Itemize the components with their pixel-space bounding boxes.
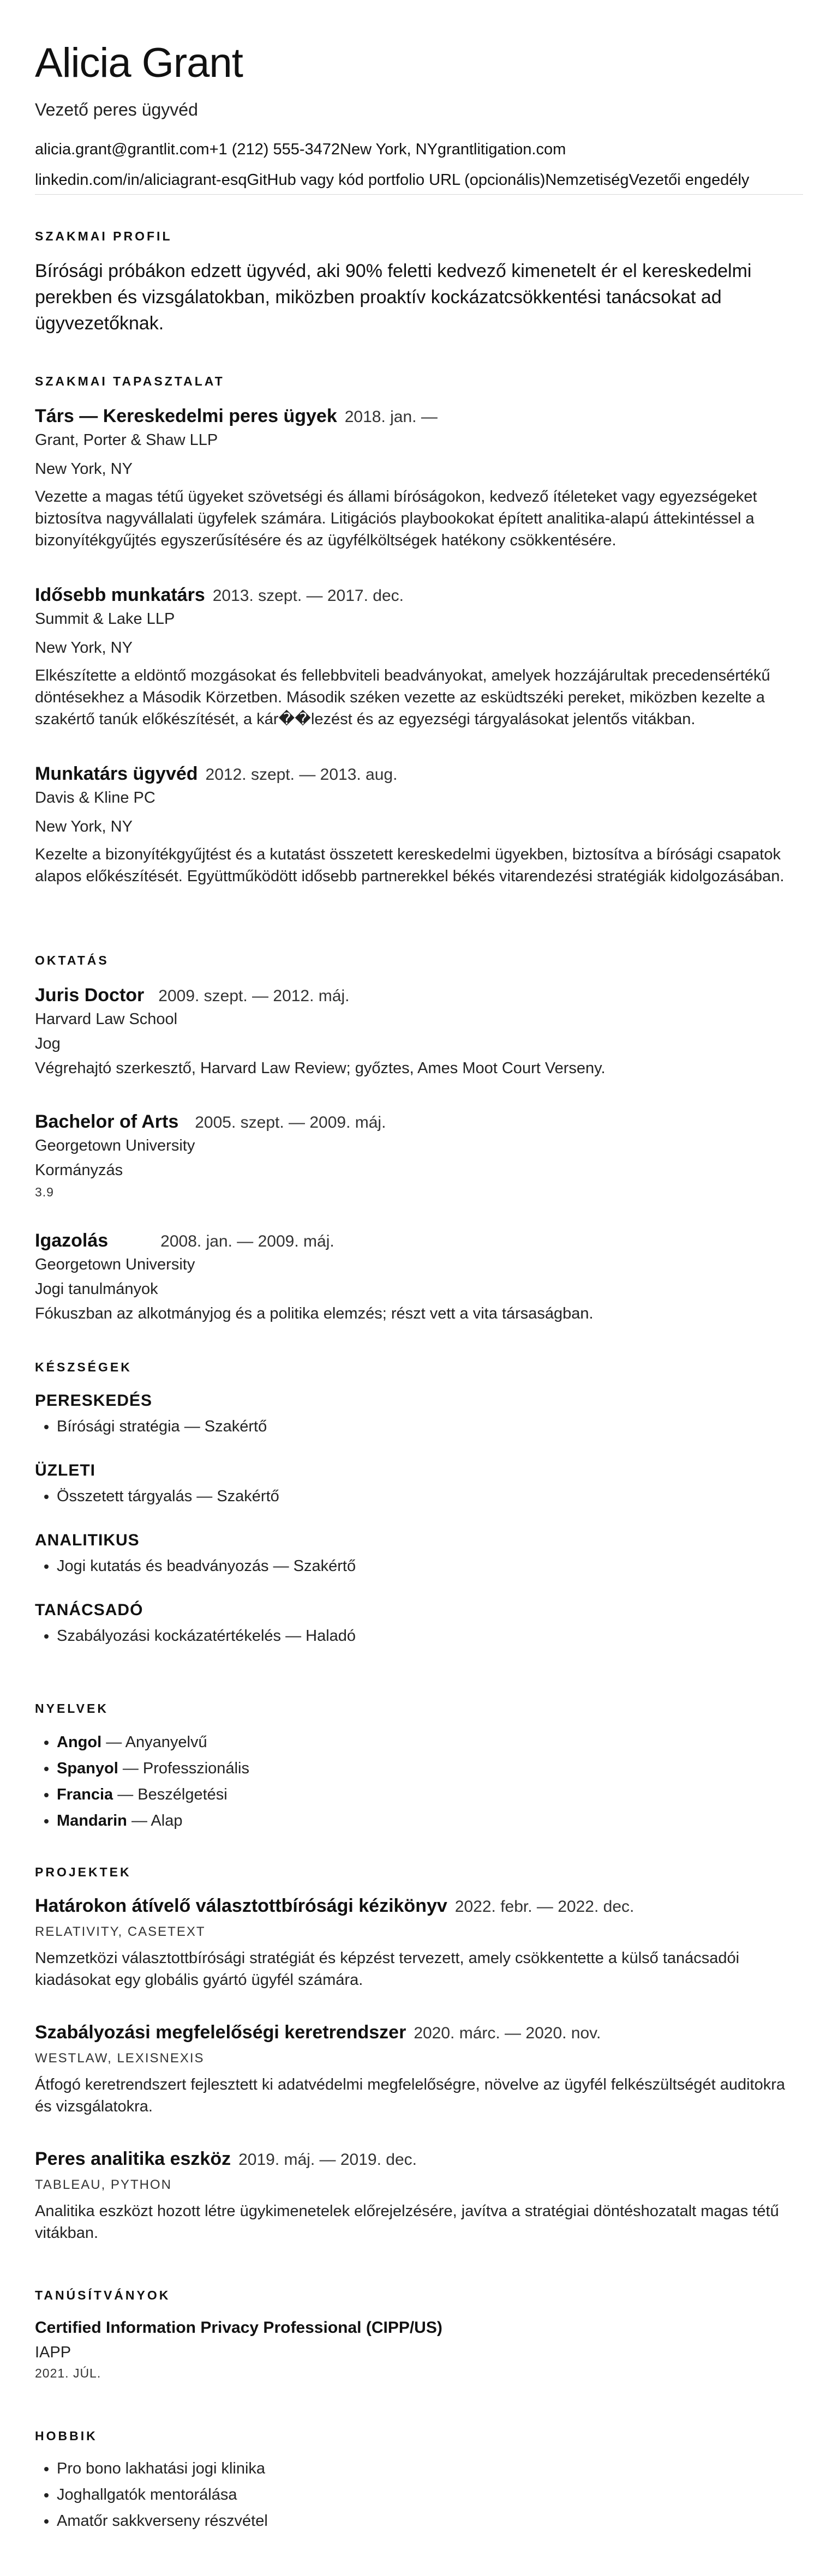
project-title: Szabályozási megfelelőségi keretrendszer (35, 2022, 406, 2043)
degree-title: Bachelor of Arts (35, 1111, 179, 1132)
job-location: New York, NY (35, 639, 133, 657)
degree-title: Igazolás (35, 1230, 109, 1251)
degree-title: Juris Doctor (35, 985, 145, 1006)
education-note: Végrehajtó szerkesztő, Harvard Law Review; győztes, Ames Moot Court Verseny. (35, 1060, 606, 1077)
skill-group (35, 1531, 803, 1579)
school-name: Georgetown University (35, 1137, 195, 1154)
job-title: Társ — Kereskedelmi peres ügyek (35, 406, 337, 426)
project-date: 2022. febr. — 2022. dec. (454, 1898, 635, 1916)
education-date: 2005. szept. — 2009. máj. (195, 1114, 386, 1131)
language-name: Francia (57, 1786, 113, 1803)
skill-category: ANALITIKUS (35, 1531, 140, 1549)
language-item (57, 1808, 803, 1834)
skill-item: • Bírósági stratégia — Szakértő (57, 1413, 803, 1440)
candidate-title: Vezető peres ügyvéd (35, 100, 198, 119)
language-name: Spanyol (57, 1760, 118, 1777)
education-date: 2008. jan. — 2009. máj. (160, 1232, 334, 1250)
job-title: Idősebb munkatárs (35, 585, 205, 605)
certification-issuer: IAPP (35, 2344, 71, 2361)
language-name: Mandarin (57, 1812, 127, 1829)
certification-name: Certified Information Privacy Professional (CIPP/US) (35, 2319, 442, 2337)
section-heading: KÉSZSÉGEK (35, 1360, 132, 1374)
skill-category: PERESKEDÉS (35, 1392, 153, 1410)
education-entry (35, 985, 803, 1078)
job-location: New York, NY (35, 818, 133, 835)
job-description: Elkészítette a eldöntő mozgásokat és fellebbviteli beadványokat, amelyek hozzájárultak precedensértékű döntésekhez a Második Körzetben. Második széken vezette az esküdtszéki pereket, miközben kezelte a szakértő tanúk előkészítését, a kár��lezést és az egyezségi tárgyalásokat jelentős vitákban. (35, 667, 770, 728)
skill-group (35, 1392, 803, 1440)
skill-item: • Szabályozási kockázatértékelés — Haladó (57, 1623, 803, 1649)
study-field: Jog (35, 1035, 61, 1052)
education-note: Fókuszban az alkotmányjog és a politika elemzés; részt vett a vita társaságban. (35, 1305, 594, 1322)
hobby-item: • Amatőr sakkverseny részvétel (57, 2508, 803, 2534)
skills-section (35, 1360, 803, 1645)
contact-line-1: alicia.grant@grantlit.com+1 (212) 555-3472New York, NYgrantlitigation.com (35, 141, 566, 158)
school-name: Georgetown University (35, 1256, 195, 1273)
profile-summary: Bírósági próbákon edzett ügyvéd, aki 90% feletti kedvező kimenetelt ér el kereskedelmi perekben és vizsgálatokban, miközben proaktív kockázatcsökkentési tanácsokat ad ügyvezetőknak. (35, 261, 752, 334)
education-section (35, 953, 803, 1322)
job-date: 2012. szept. — 2013. aug. (205, 766, 398, 784)
project-description: Nemzetközi választottbírósági stratégiát és képzést tervezett, amely csökkentette a külső tanácsadói kiadásokat egy globális gyártó ügyfél számára. (35, 1949, 740, 1989)
language-level: — Professzionális (118, 1760, 249, 1777)
candidate-name: Alicia Grant (35, 40, 243, 86)
education-entry (35, 1230, 803, 1323)
project-title: Peres analitika eszköz (35, 2148, 231, 2169)
section-heading: TANÚSÍTVÁNYOK (35, 2288, 171, 2302)
job-date: 2018. jan. — (344, 408, 438, 426)
language-level: — Alap (127, 1812, 183, 1829)
project-entry (35, 1895, 803, 1991)
language-level: — Anyanyelvű (101, 1734, 207, 1751)
study-field: Jogi tanulmányok (35, 1280, 158, 1298)
languages-section (35, 1701, 803, 1834)
project-tools: TABLEAU, PYTHON (35, 2177, 172, 2192)
skill-item: • Összetett tárgyalás — Szakértő (57, 1483, 803, 1509)
project-title: Határokon átívelő választottbírósági kézikönyv (35, 1895, 447, 1916)
hobbies-section (35, 2429, 803, 2534)
job-title: Munkatárs ügyvéd (35, 763, 198, 784)
section-heading: HOBBIK (35, 2429, 98, 2443)
language-item (57, 1729, 803, 1755)
gpa-value: 3.9 (35, 1185, 54, 1199)
language-name: Angol (57, 1734, 102, 1751)
job-company: Davis & Kline PC (35, 789, 155, 806)
school-name: Harvard Law School (35, 1010, 178, 1028)
education-entry (35, 1111, 803, 1200)
section-heading: OKTATÁS (35, 953, 109, 967)
experience-entry (35, 406, 803, 551)
job-description: Kezelte a bizonyítékgyűjtést és a kutatást összetett kereskedelmi ügyekben, biztosítva a bírósági csapatok alapos előkészítését. Együttműködött idősebb partnerekkel békés vitarendezési stratégiák kidolgozásában. (35, 846, 785, 885)
experience-section (35, 374, 803, 885)
language-level: — Beszélgetési (113, 1786, 228, 1803)
job-company: Summit & Lake LLP (35, 610, 175, 628)
certification-date: 2021. JÚL. (35, 2366, 101, 2380)
job-location: New York, NY (35, 460, 133, 478)
skill-group (35, 1461, 803, 1509)
project-entry (35, 2148, 803, 2244)
language-item (57, 1781, 803, 1808)
certifications-section (35, 2288, 803, 2380)
section-heading: PROJEKTEK (35, 1865, 131, 1879)
hobby-item: • Pro bono lakhatási jogi klinika (57, 2455, 803, 2482)
skill-group (35, 1601, 803, 1649)
project-description: Analitika eszközt hozott létre ügykimenetelek előrejelzésére, javítva a stratégiai döntéshozatalt magas tétű vitákban. (35, 2202, 779, 2242)
experience-entry (35, 585, 803, 730)
project-tools: RELATIVITY, CASETEXT (35, 1924, 206, 1939)
project-tools: WESTLAW, LEXISNEXIS (35, 2051, 205, 2066)
contact-line-2: linkedin.com/in/aliciagrant-esqGitHub vagy kód portfolio URL (opcionális)NemzetiségVezetői engedély (35, 171, 750, 189)
experience-entry (35, 763, 803, 887)
profile-section (35, 229, 803, 336)
skill-category: TANÁCSADÓ (35, 1601, 143, 1619)
section-heading: SZAKMAI TAPASZTALAT (35, 374, 225, 388)
section-heading: NYELVEK (35, 1701, 109, 1716)
study-field: Kormányzás (35, 1161, 123, 1179)
projects-section (35, 1865, 803, 2242)
job-description: Vezette a magas tétű ügyeket szövetségi és állami bíróságokon, kedvező ítéleteket vagy egyezségeket biztosítva nagyvállalati ügyfelek számára. Litigációs playbookokat épített analitika-alapú áttekintéssel a bizonyítékgyűjtés egyszerűsítésére és az ügyfélköltségek hatékony csökkentésére. (35, 488, 757, 549)
section-heading: SZAKMAI PROFIL (35, 229, 172, 243)
skill-item: • Jogi kutatás és beadványozás — Szakértő (57, 1553, 803, 1579)
header-divider (35, 194, 803, 195)
education-date: 2009. szept. — 2012. máj. (158, 987, 350, 1005)
project-description: Átfogó keretrendszert fejlesztett ki adatvédelmi megfelelőségre, növelve az ügyfél felkészültségét auditokra és vizsgálatokra. (35, 2076, 786, 2115)
job-company: Grant, Porter & Shaw LLP (35, 431, 218, 449)
job-date: 2013. szept. — 2017. dec. (212, 587, 404, 605)
skill-category: ÜZLETI (35, 1461, 95, 1479)
certification-entry (35, 2319, 803, 2381)
project-date: 2019. máj. — 2019. dec. (238, 2151, 417, 2169)
hobby-item: • Joghallgatók mentorálása (57, 2482, 803, 2508)
language-item (57, 1755, 803, 1781)
project-entry (35, 2022, 803, 2117)
project-date: 2020. márc. — 2020. nov. (414, 2024, 601, 2042)
